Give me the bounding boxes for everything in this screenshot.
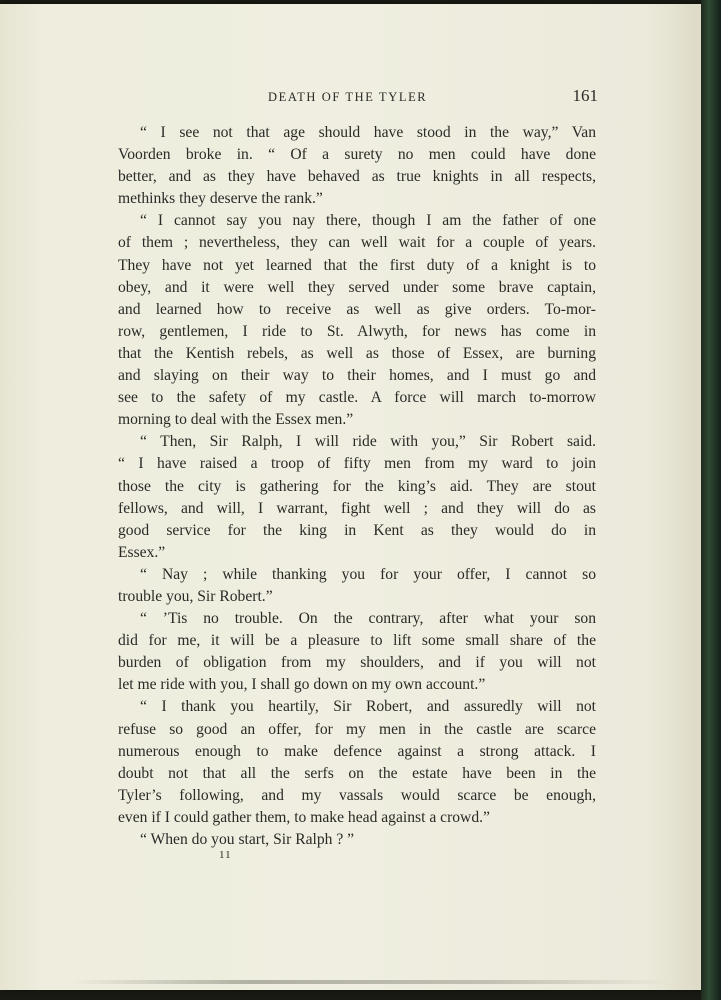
text-line: row, gentlemen, I ride to St. Alwyth, for news has come in xyxy=(118,322,596,340)
page-number: 161 xyxy=(572,86,598,105)
text-line: of them ; nevertheless, they can well wait for a couple of years. xyxy=(118,234,596,252)
text-line: Tyler’s following, and my vassals would scarce be enough, xyxy=(118,786,596,804)
body-text xyxy=(118,122,596,851)
page-header xyxy=(118,88,598,110)
text-line: “ ’Tis no trouble. On the contrary, after what your son xyxy=(140,610,596,628)
text-line: did for me, it will be a pleasure to lift some small share of the xyxy=(118,632,596,650)
text-line: “ I thank you heartily, Sir Robert, and assuredly will not xyxy=(140,698,596,716)
text-line: “ When do you start, Sir Ralph ? ” xyxy=(140,831,355,848)
text-line: and learned how to receive as well as give orders. To-mor- xyxy=(118,300,596,318)
text-line: refuse so good an offer, for my men in the castle are scarce xyxy=(118,720,596,738)
text-line: doubt not that all the serfs on the estate have been in the xyxy=(118,764,596,782)
text-line: fellows, and will, I warrant, fight well ; and they will do as xyxy=(118,499,596,517)
signature-mark: 11 xyxy=(219,849,232,861)
text-line: “ Then, Sir Ralph, I will ride with you,” Sir Robert said. xyxy=(140,433,596,451)
text-line: that the Kentish rebels, as well as those of Essex, are burning xyxy=(118,344,596,362)
page-bottom-edge xyxy=(70,980,670,984)
text-line: They have not yet learned that the first duty of a knight is to xyxy=(118,256,596,274)
text-line: obey, and it were well they served under some brave captain, xyxy=(118,278,596,296)
text-line: methinks they deserve the rank.” xyxy=(118,190,323,208)
text-line: “ Nay ; while thanking you for your offer, I cannot so xyxy=(140,565,596,583)
text-line: even if I could gather them, to make head against a crowd.” xyxy=(118,808,490,826)
text-line: Voorden broke in. “ Of a surety no men could have done xyxy=(118,146,596,164)
text-line: better, and as they have behaved as true knights in all respects, xyxy=(118,168,596,186)
text-line: those the city is gathering for the king’s aid. They are stout xyxy=(118,477,596,495)
text-line: “ I have raised a troop of fifty men from my ward to join xyxy=(118,455,596,473)
text-line: Essex.” xyxy=(118,543,166,561)
text-line: morning to deal with the Essex men.” xyxy=(118,411,354,429)
book-spine-edge xyxy=(701,0,721,1000)
text-line: “ I see not that age should have stood in the way,” Van xyxy=(140,124,596,141)
text-line: see to the safety of my castle. A force will march to-morrow xyxy=(118,389,596,407)
text-line: “ I cannot say you nay there, though I am the father of one xyxy=(140,212,596,230)
text-line: let me ride with you, I shall go down on my own account.” xyxy=(118,676,486,694)
running-title: DEATH OF THE TYLER xyxy=(268,90,428,104)
text-line: numerous enough to make defence against a strong attack. I xyxy=(118,742,596,760)
text-line: burden of obligation from my shoulders, and if you will not xyxy=(118,654,596,672)
text-line: trouble you, Sir Robert.” xyxy=(118,587,273,605)
text-line: and slaying on their way to their homes, and I must go and xyxy=(118,367,596,385)
text-line: good service for the king in Kent as they would do in xyxy=(118,521,596,539)
